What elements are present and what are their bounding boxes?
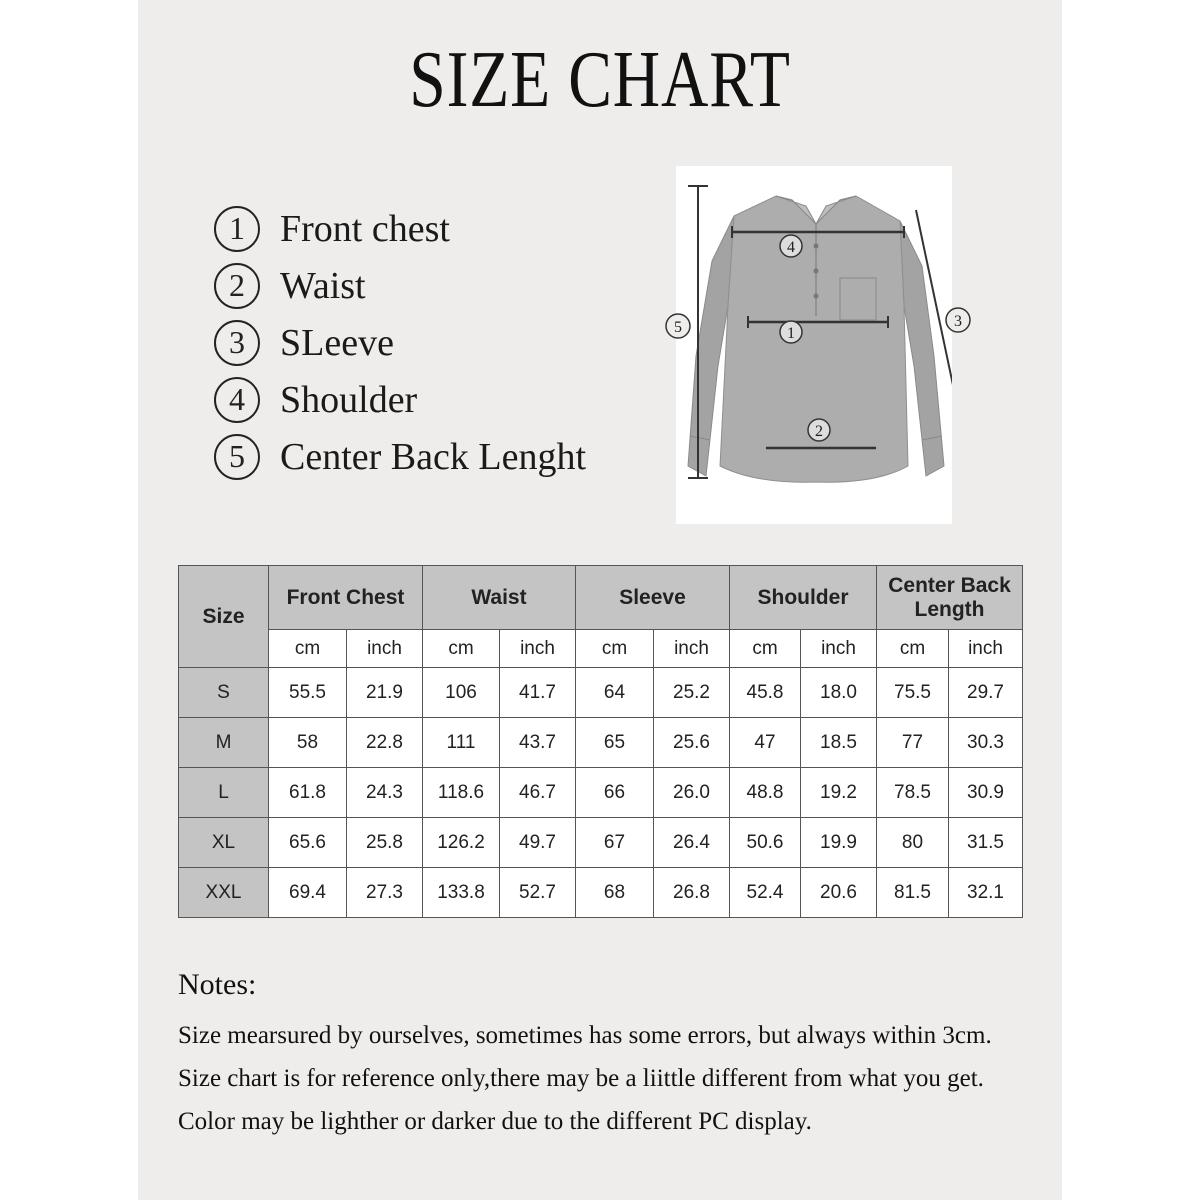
page-title: SIZE CHART [409, 36, 791, 124]
value-cell: 32.1 [949, 868, 1023, 918]
value-cell: 21.9 [347, 668, 423, 718]
value-cell: 111 [423, 718, 500, 768]
size-table [178, 565, 1023, 918]
value-cell: 22.8 [347, 718, 423, 768]
value-cell: 19.2 [801, 768, 877, 818]
legend-item-front-chest [214, 200, 586, 257]
notes-section [178, 968, 992, 1143]
value-cell: 29.7 [949, 668, 1023, 718]
size-cell: XXL [179, 868, 269, 918]
legend-item-center-back-length [214, 428, 586, 485]
note-line: Size chart is for reference only,there may be a liittle different from what you get. [178, 1065, 984, 1092]
value-cell: 69.4 [269, 868, 347, 918]
value-cell: 118.6 [423, 768, 500, 818]
value-cell: 20.6 [801, 868, 877, 918]
value-cell: 65.6 [269, 818, 347, 868]
marker-1 [780, 321, 802, 343]
unit-cell: cm [730, 630, 801, 668]
marker-4 [780, 235, 802, 257]
value-cell: 67 [576, 818, 654, 868]
value-cell: 52.7 [500, 868, 576, 918]
note-line: Size mearsured by ourselves, sometimes has some errors, but always within 3cm. [178, 1022, 992, 1049]
unit-row [179, 630, 1023, 668]
unit-cell: inch [500, 630, 576, 668]
table-row [179, 768, 1023, 818]
unit-cell: inch [949, 630, 1023, 668]
svg-text:2: 2 [815, 423, 823, 440]
value-cell: 68 [576, 868, 654, 918]
marker-5 [660, 308, 696, 344]
size-cell: XL [179, 818, 269, 868]
value-cell: 27.3 [347, 868, 423, 918]
value-cell: 43.7 [500, 718, 576, 768]
measurement-legend [214, 200, 586, 485]
svg-text:4: 4 [787, 239, 795, 256]
value-cell: 46.7 [500, 768, 576, 818]
value-cell: 18.0 [801, 668, 877, 718]
value-cell: 48.8 [730, 768, 801, 818]
value-cell: 25.6 [654, 718, 730, 768]
table-row [179, 818, 1023, 868]
marker-3 [940, 302, 976, 338]
value-cell: 75.5 [877, 668, 949, 718]
value-cell: 77 [877, 718, 949, 768]
size-cell: L [179, 768, 269, 818]
legend-item-waist [214, 257, 586, 314]
value-cell: 45.8 [730, 668, 801, 718]
value-cell: 106 [423, 668, 500, 718]
value-cell: 49.7 [500, 818, 576, 868]
header-shoulder: Shoulder [730, 566, 877, 630]
table-header-row [179, 566, 1023, 630]
value-cell: 31.5 [949, 818, 1023, 868]
table-row [179, 668, 1023, 718]
value-cell: 26.0 [654, 768, 730, 818]
value-cell: 26.4 [654, 818, 730, 868]
value-cell: 25.2 [654, 668, 730, 718]
number-3-icon: 3 [214, 320, 260, 366]
table-row [179, 868, 1023, 918]
value-cell: 30.3 [949, 718, 1023, 768]
header-waist: Waist [423, 566, 576, 630]
size-header: Size [179, 566, 269, 668]
number-5-icon: 5 [214, 434, 260, 480]
number-4-icon: 4 [214, 377, 260, 423]
value-cell: 65 [576, 718, 654, 768]
unit-cell: cm [423, 630, 500, 668]
value-cell: 80 [877, 818, 949, 868]
shirt-illustration [676, 166, 952, 524]
legend-label: Waist [280, 264, 366, 307]
number-2-icon: 2 [214, 263, 260, 309]
header-sleeve: Sleeve [576, 566, 730, 630]
value-cell: 41.7 [500, 668, 576, 718]
value-cell: 58 [269, 718, 347, 768]
shirt-measurement-diagram [676, 166, 952, 524]
svg-text:5: 5 [674, 319, 682, 336]
legend-label: Center Back Lenght [280, 435, 587, 478]
value-cell: 25.8 [347, 818, 423, 868]
svg-text:1: 1 [787, 325, 795, 342]
value-cell: 61.8 [269, 768, 347, 818]
legend-label: Front chest [280, 207, 450, 250]
size-cell: M [179, 718, 269, 768]
svg-text:3: 3 [954, 313, 962, 330]
value-cell: 50.6 [730, 818, 801, 868]
notes-title: Notes: [178, 968, 257, 1001]
table-row [179, 718, 1023, 768]
value-cell: 126.2 [423, 818, 500, 868]
table-body [179, 668, 1023, 918]
value-cell: 78.5 [877, 768, 949, 818]
unit-cell: cm [877, 630, 949, 668]
legend-item-shoulder [214, 371, 586, 428]
marker-2 [808, 419, 830, 441]
header-front-chest: Front Chest [269, 566, 423, 630]
size-cell: S [179, 668, 269, 718]
value-cell: 26.8 [654, 868, 730, 918]
value-cell: 47 [730, 718, 801, 768]
value-cell: 24.3 [347, 768, 423, 818]
value-cell: 66 [576, 768, 654, 818]
header-center-back-length: Center Back Length [877, 566, 1023, 630]
value-cell: 19.9 [801, 818, 877, 868]
number-1-icon: 1 [214, 206, 260, 252]
unit-cell: cm [576, 630, 654, 668]
value-cell: 81.5 [877, 868, 949, 918]
value-cell: 55.5 [269, 668, 347, 718]
unit-cell: inch [347, 630, 423, 668]
value-cell: 52.4 [730, 868, 801, 918]
value-cell: 18.5 [801, 718, 877, 768]
note-line: Color may be lighther or darker due to the different PC display. [178, 1108, 812, 1135]
value-cell: 30.9 [949, 768, 1023, 818]
legend-item-sleeve [214, 314, 586, 371]
value-cell: 64 [576, 668, 654, 718]
unit-cell: inch [654, 630, 730, 668]
unit-cell: cm [269, 630, 347, 668]
value-cell: 133.8 [423, 868, 500, 918]
unit-cell: inch [801, 630, 877, 668]
legend-label: Shoulder [280, 378, 418, 421]
legend-label: SLeeve [280, 321, 394, 364]
